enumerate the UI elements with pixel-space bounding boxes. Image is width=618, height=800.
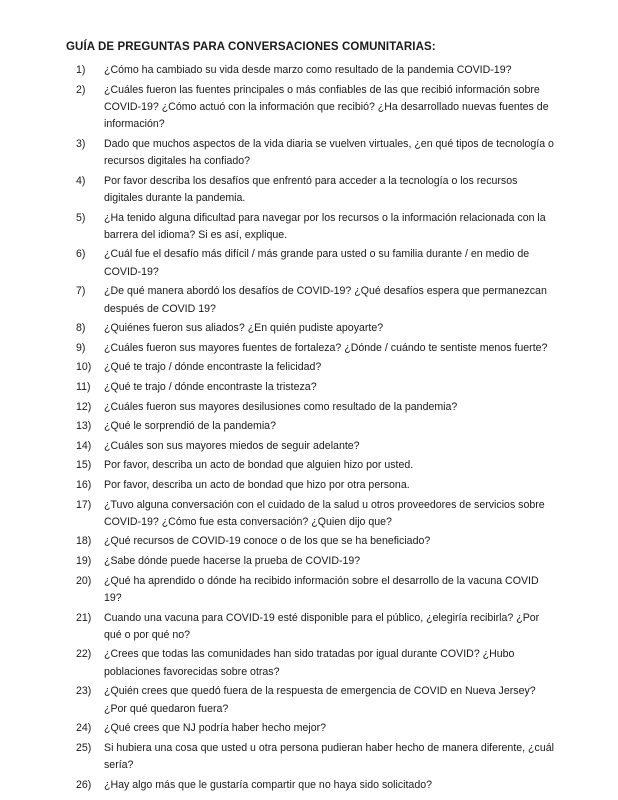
question-item — [76, 457, 556, 474]
question-number: 10) — [76, 361, 92, 374]
question-number: 3) — [76, 137, 86, 150]
question-text: ¿Qué ha aprendido o dónde ha recibido información sobre el desarrollo de la vacuna COVID 19? — [104, 574, 539, 604]
question-text: ¿Cuáles fueron sus mayores fuentes de fortaleza? ¿Dónde / cuándo te sentiste menos fuerte? — [104, 341, 548, 354]
question-text: ¿Cuál fue el desafío más difícil / más grande para usted o su familia durante / en medio de COVID-19? — [104, 248, 530, 278]
question-item — [76, 173, 556, 208]
question-item — [76, 533, 556, 550]
question-item — [76, 379, 556, 396]
question-number: 13) — [76, 420, 92, 433]
question-number: 5) — [76, 211, 86, 224]
question-number: 1) — [76, 64, 86, 76]
question-number: 20) — [76, 574, 92, 587]
question-item — [76, 62, 556, 79]
question-item — [76, 246, 556, 281]
question-list — [76, 62, 556, 796]
question-item — [76, 82, 556, 134]
question-text: ¿Hay algo más que le gustaría compartir que no haya sido solicitado? — [104, 778, 432, 791]
question-item — [76, 136, 556, 171]
question-text: ¿Qué te trajo / dónde encontraste la tristeza? — [104, 381, 317, 394]
question-text: ¿Cuáles fueron las fuentes principales o más confiables de las que recibió información sobre COVID-19? ¿Cómo actuó con la información que recibió? ¿Ha desarrollado nuevas fuentes de información? — [104, 83, 549, 131]
question-text: ¿Tuvo alguna conversación con el cuidado de la salud u otros proveedores de servicios sobre COVID-19? ¿Cómo fue esta conversación? ¿Quien dijo que? — [104, 498, 545, 528]
question-number: 21) — [76, 611, 92, 624]
question-item — [76, 720, 556, 737]
question-text: Si hubiera una cosa que usted u otra persona pudieran haber hecho de manera diferente, ¿cuál sería? — [104, 741, 554, 772]
question-text: ¿Sabe dónde puede hacerse la prueba de COVID-19? — [104, 555, 361, 568]
question-number: 17) — [76, 498, 92, 511]
question-text: ¿Qué crees que NJ podría haber hecho mejor? — [104, 722, 327, 735]
question-item — [76, 359, 556, 376]
question-text: ¿Quiénes fueron sus aliados? ¿En quién pudiste apoyarte? — [104, 322, 384, 335]
question-text: ¿Cuáles fueron sus mayores desilusiones como resultado de la pandemia? — [104, 400, 458, 413]
question-item — [76, 610, 556, 645]
question-text: ¿Cómo ha cambiado su vida desde marzo como resultado de la pandemia COVID-19? — [104, 64, 512, 76]
question-item — [76, 553, 556, 570]
question-number: 11) — [76, 381, 91, 394]
question-text: ¿Qué le sorprendió de la pandemia? — [104, 420, 276, 433]
question-item — [76, 573, 556, 608]
question-item — [76, 320, 556, 337]
question-item — [76, 210, 556, 245]
question-number: 25) — [76, 741, 92, 754]
question-item — [76, 497, 556, 532]
question-number: 9) — [76, 341, 86, 354]
question-item — [76, 418, 556, 435]
question-number: 6) — [76, 248, 86, 261]
question-number: 18) — [76, 535, 92, 548]
question-number: 4) — [76, 174, 86, 187]
document-title: GUÍA DE PREGUNTAS PARA CONVERSACIONES COMUNITARIAS: — [66, 41, 436, 53]
question-text: ¿Ha tenido alguna dificultad para navegar por los recursos o la información relacionada con la barrera del idioma? Si es así, explique. — [104, 211, 546, 241]
question-text: ¿Quién crees que quedó fuera de la respuesta de emergencia de COVID en Nueva Jersey? ¿Por qué quedaron fuera? — [104, 685, 536, 715]
question-text: ¿Qué te trajo / dónde encontraste la felicidad? — [104, 361, 322, 374]
question-item — [76, 399, 556, 416]
question-number: 24) — [76, 722, 92, 735]
question-number: 15) — [76, 459, 92, 472]
question-number: 12) — [76, 400, 92, 413]
question-number: 16) — [76, 478, 92, 491]
question-item — [76, 477, 556, 494]
question-text: Por favor, describa un acto de bondad que alguien hizo por usted. — [104, 459, 414, 472]
question-number: 7) — [76, 285, 86, 298]
question-text: ¿De qué manera abordó los desafíos de COVID-19? ¿Qué desafíos espera que permanezcan después de COVID 19? — [104, 285, 547, 315]
question-item — [76, 646, 556, 681]
question-text: ¿Cuáles son sus mayores miedos de seguir adelante? — [104, 439, 360, 452]
question-item — [76, 683, 556, 718]
question-text: ¿Crees que todas las comunidades han sido tratadas por igual durante COVID? ¿Hubo poblaciones favorecidas sobre otras? — [104, 648, 515, 678]
question-item — [76, 340, 556, 357]
question-text: Dado que muchos aspectos de la vida diaria se vuelven virtuales, ¿en qué tipos de tecnología o recursos digitales ha confiado? — [104, 137, 554, 168]
question-text: Cuando una vacuna para COVID-19 esté disponible para el público, ¿elegiría recibirla? ¿Por qué o por qué no? — [104, 611, 540, 641]
question-number: 19) — [76, 555, 92, 568]
question-item — [76, 777, 556, 794]
question-item — [76, 283, 556, 318]
question-number: 23) — [76, 685, 92, 698]
question-text: ¿Qué recursos de COVID-19 conoce o de los que se ha beneficiado? — [104, 535, 431, 548]
question-number: 22) — [76, 648, 92, 661]
question-text: Por favor describa los desafíos que enfrentó para acceder a la tecnología o los recursos digitales durante la pandemia. — [104, 174, 518, 204]
question-item — [76, 740, 556, 775]
question-item — [76, 438, 556, 455]
question-number: 2) — [76, 83, 86, 96]
question-text: Por favor, describa un acto de bondad que hizo por otra persona. — [104, 478, 410, 491]
question-number: 14) — [76, 439, 92, 452]
question-number: 26) — [76, 778, 92, 791]
question-number: 8) — [76, 322, 86, 335]
